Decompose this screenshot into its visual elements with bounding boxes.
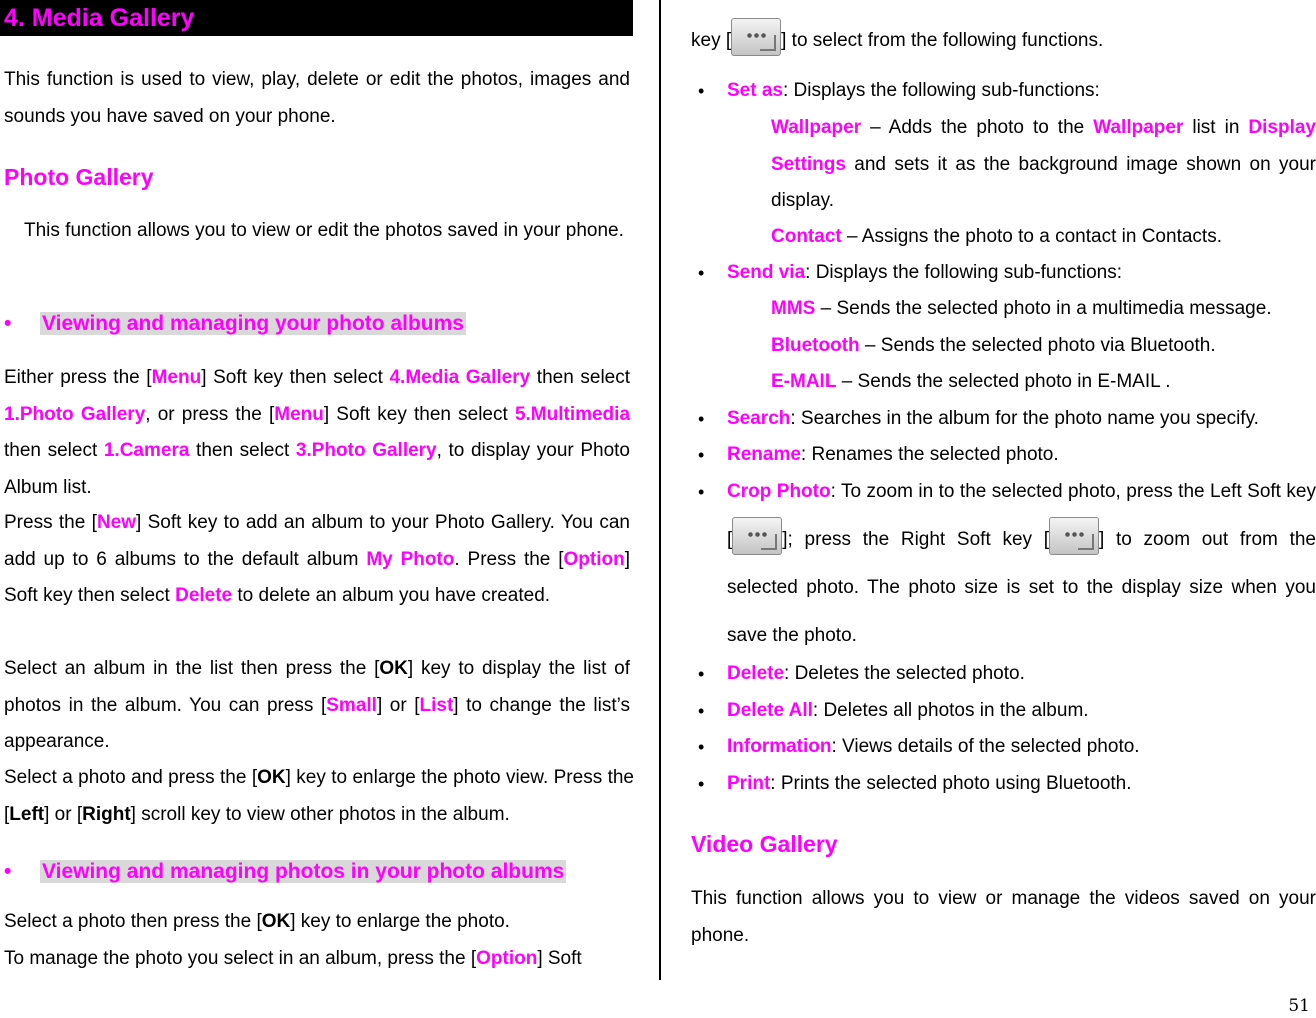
bullet-heading-albums: • Viewing and managing your photo albums	[4, 312, 464, 335]
sub-option-email: E-MAIL – Sends the selected photo in E-MAIL .	[771, 371, 1171, 392]
bullet-icon: •	[4, 860, 12, 883]
continued-text: key [ ] to select from the following functions.	[691, 18, 1311, 63]
bullet-heading-photos: • Viewing and managing photos in your photo albums	[4, 860, 565, 883]
sub-option-bluetooth: Bluetooth – Sends the selected photo via Bluetooth.	[771, 335, 1216, 356]
instructions-select-photo: Select a photo then press the [OK] key to enlarge the photo.	[4, 911, 510, 932]
section-heading: 4. Media Gallery	[0, 0, 633, 36]
bullet-icon: •	[698, 263, 705, 283]
sub-option-mms: MMS – Sends the selected photo in a multimedia message.	[771, 298, 1272, 319]
instructions-view-album: Select an album in the list then press the [OK] key to display the list of photos in the album. You can press [Small] or [List] to change the list’s appearance.	[4, 658, 630, 752]
right-column: key [ ] to select from the following functions. • Set as: Displays the following sub-functions: Wallpaper – Adds the photo to the Wallpaper list in Display Settings and sets it as the background image shown on your display. Contact – Assigns the photo to a contact in Contacts. • Send via: Displays the following sub-functions: MMS – Sends the selected photo in a multimedia message. Bluetooth – Sends the selected photo via Bluetooth. E-MAIL – Sends the selected photo in E-MAIL . • Search: Searches in the album for the photo name you specify. • Rename: Renames the selected photo. • Crop Photo: To zoom in to the selected photo, press the Left Soft key [ ]; press the Right Soft key [ ] to zoom out from the selected photo. The photo size is set to the display size when you save the photo. • Delete: Deletes the selected photo. • Delete All: Deletes all photos in the album. • Information: Views details of the selected photo. • Print: Prints the selected photo using Bluetooth. Video Gallery This function allows you to view or manage the videos saved on your phone.	[661, 0, 1316, 1018]
photo-gallery-title: Photo Gallery	[4, 164, 154, 190]
sub-option-wallpaper: Wallpaper – Adds the photo to the Wallpaper list in Display Settings and sets it as the background image shown on your display.	[771, 117, 1316, 211]
bullet-icon: •	[698, 774, 705, 794]
video-gallery-description: This function allows you to view or manage the videos saved on your phone.	[691, 888, 1316, 946]
page-number: 51	[1288, 996, 1310, 1016]
instructions-manage-photo: To manage the photo you select in an album, press the [Option] Soft	[4, 948, 582, 969]
video-gallery-title: Video Gallery	[691, 831, 838, 857]
instructions-open-gallery: Either press the [Menu] Soft key then select 4.Media Gallery then select 1.Photo Gallery, or press the [Menu] Soft key then select 5.Multimedia then select 1.Camera then select 3.Photo Gallery, to display your Photo Album list.	[4, 367, 631, 498]
left-column	[0, 0, 634, 1018]
bullet-icon: •	[698, 664, 705, 684]
bullet-icon: •	[698, 701, 705, 721]
right-soft-key-icon	[1049, 517, 1099, 555]
instructions-enlarge-photo: Select a photo and press the [OK] key to enlarge the photo view. Press the [Left] or [Right] scroll key to view other photos in the album.	[4, 767, 635, 825]
intro-paragraph: This function is used to view, play, delete or edit the photos, images and sounds you have saved on your phone.	[4, 69, 630, 127]
instructions-add-album: Press the [New] Soft key to add an album to your Photo Gallery. You can add up to 6 albums to the default album My Photo. Press the [Option] Soft key then select Delete to delete an album you have created.	[4, 512, 630, 606]
bullet-icon: •	[698, 482, 705, 502]
photo-gallery-description: This function allows you to view or edit the photos saved in your phone.	[24, 220, 624, 241]
bullet-icon: •	[698, 409, 705, 429]
bullet-icon: •	[4, 312, 12, 335]
left-soft-key-icon	[732, 517, 782, 555]
bullet-icon: •	[698, 737, 705, 757]
sub-option-contact: Contact – Assigns the photo to a contact in Contacts.	[771, 226, 1222, 247]
bullet-icon: •	[698, 445, 705, 465]
soft-key-icon	[731, 18, 781, 56]
bullet-icon: •	[698, 81, 705, 101]
